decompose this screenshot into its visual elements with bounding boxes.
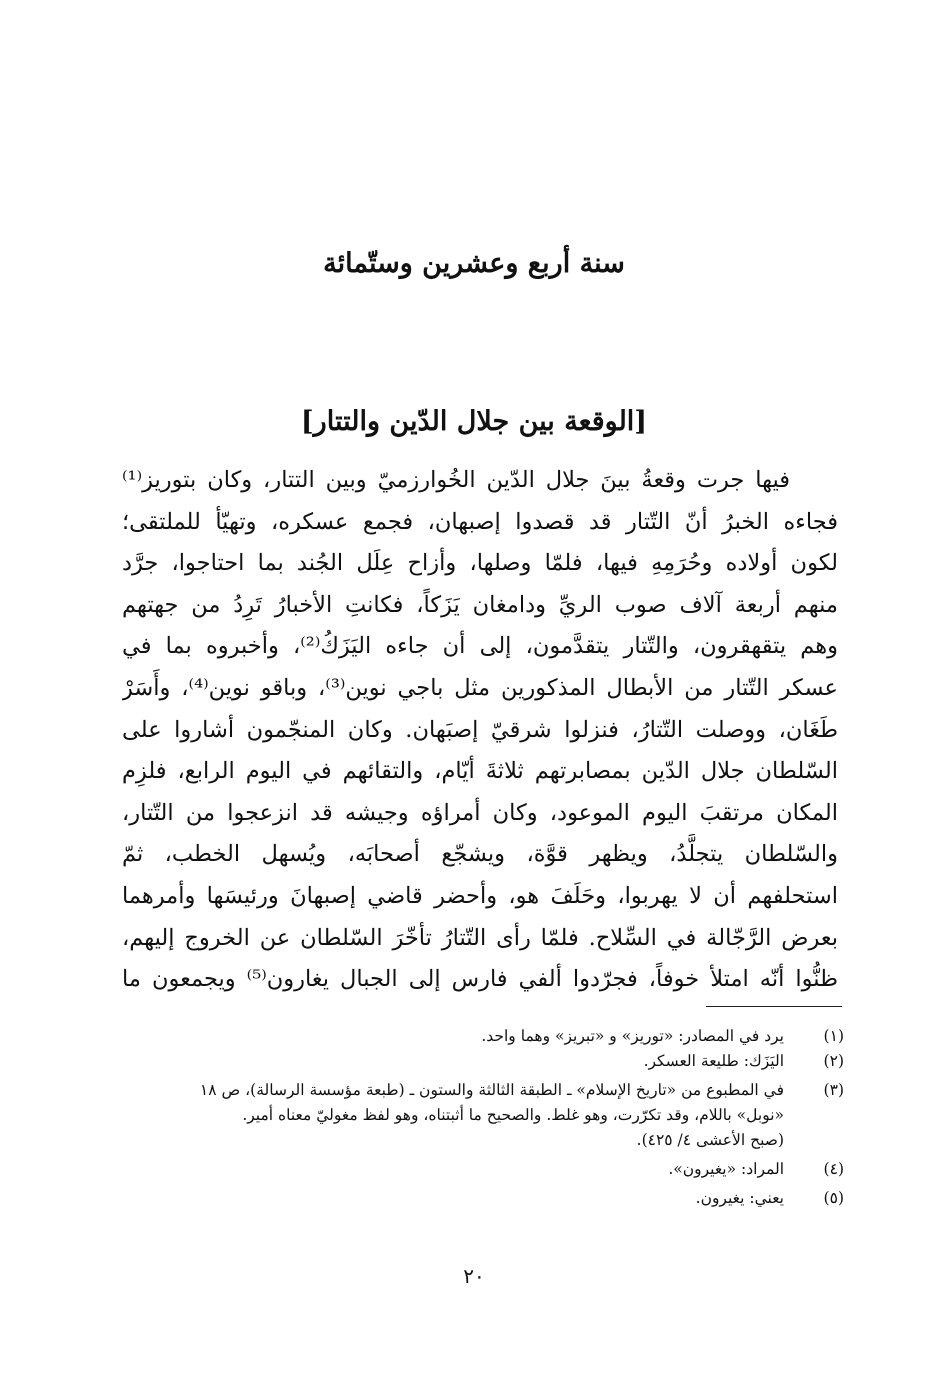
- body-line: لكون أولاده وحُرَمِهِ فيها، فلمّا وصلها، وأزاح عِلَل الجُند بما احتاجوا، جرَّد: [122, 550, 838, 577]
- page-number: ٢٠: [463, 1264, 485, 1288]
- footnote-text: يعني: يغيرون.: [695, 1189, 784, 1207]
- body-line: المكان مرتقبَ اليوم الموعود، وكان أمراؤه وجيشه قد انزعجوا من التّتار،: [122, 799, 838, 826]
- footnote-number: (٤): [823, 1160, 844, 1178]
- footnote: [112, 1078, 844, 1153]
- footnote-text: (صبح الأعشى ٤/ ٤٢٥).: [636, 1131, 784, 1149]
- footnote-number: (٢): [823, 1052, 844, 1070]
- footnote-number: (٣): [823, 1081, 844, 1099]
- body-line: بعرض الرَّجّالة في السِّلاح. فلمّا رأى التّتارُ تأخّرَ السّلطان عن الخروج إليهم،: [122, 924, 838, 951]
- body-line: السّلطان جلال الدّين بمصابرتهم ثلاثةَ أيّام، والتقائهم في اليوم الرابع، فلزِم: [122, 758, 838, 785]
- body-line: وهم يتقهقرون، والتّتار يتقدَّمون، إلى أن جاءه اليَزَكُ⁽²⁾، وأخبروه بما في: [122, 633, 838, 660]
- footnote: [112, 1024, 844, 1049]
- footnote: [112, 1049, 844, 1074]
- body-line: ظنُّوا أنّه امتلأ خوفاً، فجرّدوا ألفي فارس إلى الجبال يغارون⁽⁵⁾ ويجمعون ما: [122, 966, 838, 993]
- body-line: والسّلطان يتجلَّدُ، ويظهر قوَّة، ويشجّع أصحابَه، ويُسهل الخطب، ثمّ: [122, 841, 838, 868]
- body-line: استحلفهم أن لا يهربوا، وحَلَفَ هو، وأحضر قاضي إصبهانَ ورئيسَها وأمرهما: [122, 882, 838, 909]
- footnote-number: (١): [823, 1027, 844, 1045]
- footnote-number: (٥): [823, 1189, 844, 1207]
- footnote: [112, 1186, 844, 1211]
- footnote-text: في المطبوع من «تاريخ الإسلام» ـ الطبقة الثالثة والستون ـ (طبعة مؤسسة الرسالة)، ص ١٨: [199, 1081, 784, 1099]
- footnote-text: المراد: «يغيرون».: [668, 1160, 784, 1178]
- body-line: فيها جرت وقعةُ بينَ جلال الدّين الخُوارزميّ وبين التتار، وكان بتوريز⁽¹⁾: [122, 467, 790, 493]
- body-line: منهم أربعة آلاف صوب الريِّ ودامغان يَزَكاً، فكانتِ الأخبارُ تَرِدُ من جهتهم: [122, 591, 838, 618]
- footnote-text: يرد في المصادر: «توريز» و «تبريز» وهما واحد.: [481, 1027, 784, 1045]
- footnote: [112, 1157, 844, 1182]
- footnote-text: اليَزَك: طليعة العسكر.: [643, 1052, 784, 1070]
- body-text: [122, 460, 838, 1001]
- body-line: عسكر التّتار من الأبطال المذكورين مثل باجي نوين⁽³⁾، وباقو نوين⁽⁴⁾، وأَسَرْ: [122, 674, 838, 701]
- section-title: [الوقعة بين جلال الدّين والتتار]: [300, 406, 648, 437]
- chapter-title: سنة أربع وعشرين وستّمائة: [323, 248, 625, 279]
- footnote-text: «نوبل» باللام، وقد تكرّرت، وهو غلط. والصحيح ما أثبتناه، وهو لفظ مغوليّ معناه أمير.: [242, 1106, 784, 1124]
- body-line: طَغَان، ووصلت التّتارُ، فنزلوا شرقيّ إصبَهان. وكان المنجّمون أشاروا على: [122, 716, 838, 743]
- footnotes: [112, 1024, 844, 1211]
- footnote-divider: [706, 1006, 842, 1007]
- body-line: فجاءه الخبرُ أنّ التّتار قد قصدوا إصبهان، فجمع عسكره، وتهيّأ للملتقى؛: [122, 508, 838, 535]
